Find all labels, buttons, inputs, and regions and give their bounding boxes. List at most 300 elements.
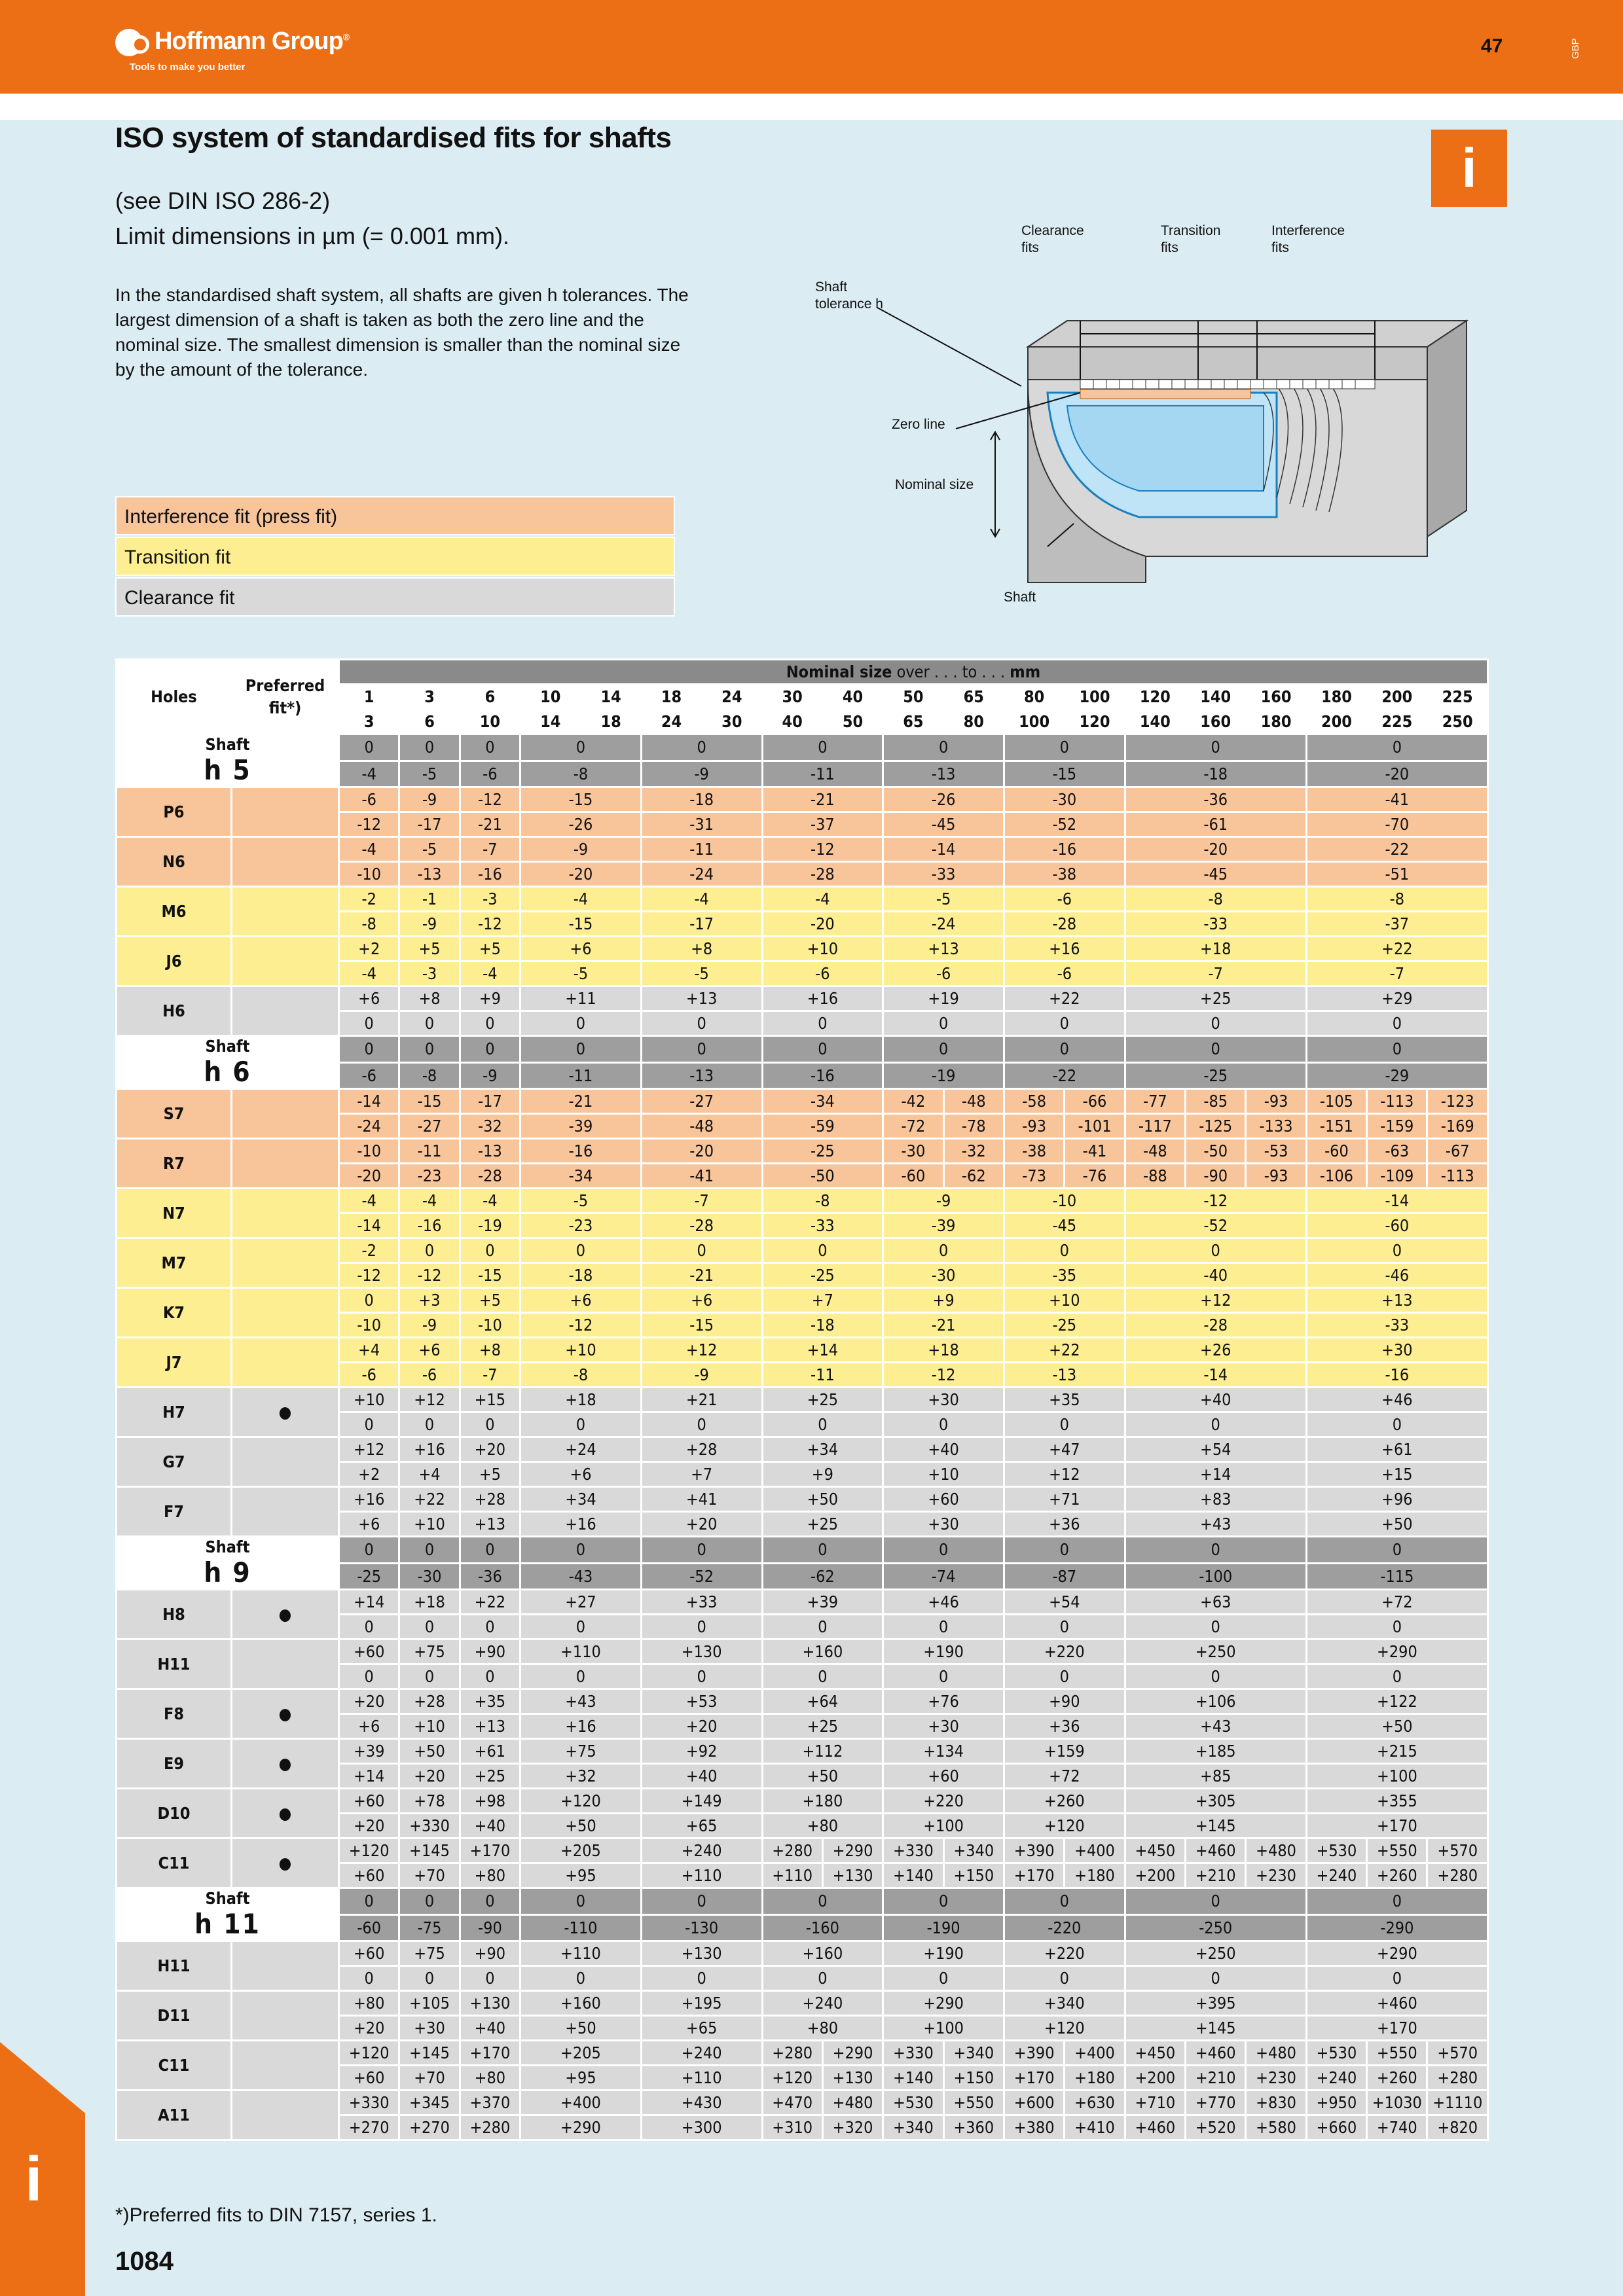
- hole-label: D10: [117, 1789, 232, 1839]
- value-cell: -12: [883, 1363, 1004, 1388]
- value-cell: +395: [1125, 1991, 1306, 2016]
- value-cell: -41: [1306, 787, 1487, 812]
- value-cell: +120: [762, 2066, 822, 2090]
- value-cell: -14: [339, 1089, 399, 1114]
- hole-label: D11: [117, 1991, 232, 2041]
- hole-row: [117, 1288, 1488, 1313]
- nominal-to-18: 18: [581, 709, 641, 734]
- value-cell: +20: [460, 1437, 520, 1462]
- hole-row: [117, 1991, 1488, 2016]
- value-cell: -5: [520, 961, 642, 986]
- value-cell: -290: [1306, 1914, 1487, 1941]
- value-cell: 0: [1125, 1888, 1306, 1915]
- nominal-to-10: 10: [460, 709, 520, 734]
- value-cell: +14: [339, 1590, 399, 1615]
- value-cell: 0: [1004, 1036, 1125, 1063]
- value-cell: -8: [520, 761, 642, 787]
- value-cell: +12: [1125, 1288, 1306, 1313]
- preferred-fit-marker: [232, 887, 339, 937]
- value-cell: -6: [399, 1363, 460, 1388]
- hole-row: [117, 1238, 1488, 1263]
- value-cell: +130: [641, 1640, 762, 1664]
- value-cell: 0: [1306, 1412, 1487, 1437]
- value-cell: -15: [399, 1089, 460, 1114]
- value-cell: 0: [641, 1036, 762, 1063]
- value-cell: +400: [520, 2090, 642, 2115]
- value-cell: +8: [399, 986, 460, 1011]
- value-cell: 0: [460, 1537, 520, 1564]
- value-cell: +200: [1125, 2066, 1185, 2090]
- value-cell: +22: [399, 1487, 460, 1512]
- value-cell: 0: [883, 1966, 1004, 1991]
- value-cell: +6: [520, 1462, 642, 1487]
- value-cell: +14: [339, 1764, 399, 1789]
- value-cell: +215: [1306, 1739, 1487, 1764]
- value-cell: +290: [1306, 1941, 1487, 1966]
- value-cell: +240: [762, 1991, 883, 2016]
- nominal-over-180: 180: [1306, 685, 1366, 709]
- value-cell: +300: [641, 2115, 762, 2140]
- value-cell: -33: [1125, 912, 1306, 937]
- value-cell: +13: [460, 1714, 520, 1739]
- language-code: GBP: [1570, 38, 1581, 59]
- value-cell: +50: [762, 1487, 883, 1512]
- value-cell: +710: [1125, 2090, 1185, 2115]
- nominal-to-30: 30: [702, 709, 762, 734]
- value-cell: +6: [339, 986, 399, 1011]
- value-cell: -14: [339, 1213, 399, 1238]
- preferred-fit-marker: [232, 1139, 339, 1189]
- value-cell: -58: [1004, 1089, 1064, 1114]
- value-cell: -40: [1125, 1263, 1306, 1288]
- value-cell: +80: [460, 1863, 520, 1888]
- value-cell: +16: [339, 1487, 399, 1512]
- value-cell: +63: [1125, 1590, 1306, 1615]
- value-cell: 0: [399, 1615, 460, 1640]
- value-cell: 0: [1306, 1615, 1487, 1640]
- preferred-fit-marker: [232, 937, 339, 986]
- value-cell: +340: [1004, 1991, 1125, 2016]
- value-cell: -29: [1306, 1062, 1487, 1089]
- subtitle-units: Limit dimensions in µm (= 0.001 mm).: [115, 223, 509, 249]
- hole-row: [117, 1487, 1488, 1512]
- value-cell: +85: [1125, 1764, 1306, 1789]
- value-cell: 0: [641, 1011, 762, 1036]
- value-cell: -33: [883, 862, 1004, 887]
- value-cell: -133: [1246, 1114, 1306, 1139]
- value-cell: -28: [1125, 1313, 1306, 1338]
- value-cell: +290: [822, 1839, 883, 1863]
- value-cell: 0: [641, 1238, 762, 1263]
- value-cell: -100: [1125, 1563, 1306, 1590]
- hole-row: [117, 1590, 1488, 1615]
- value-cell: +9: [460, 986, 520, 1011]
- value-cell: +60: [339, 1863, 399, 1888]
- nominal-over-24: 24: [702, 685, 762, 709]
- value-cell: +10: [399, 1714, 460, 1739]
- value-cell: +40: [641, 1764, 762, 1789]
- hole-row: [117, 2041, 1488, 2066]
- value-cell: -4: [460, 1189, 520, 1213]
- value-cell: 0: [339, 1664, 399, 1689]
- value-cell: 0: [1004, 1966, 1125, 1991]
- hole-label: K7: [117, 1288, 232, 1338]
- value-cell: -60: [883, 1164, 943, 1189]
- value-cell: +185: [1125, 1739, 1306, 1764]
- value-cell: +15: [1306, 1462, 1487, 1487]
- subtitle-standard: (see DIN ISO 286-2): [115, 187, 331, 214]
- nominal-to-180: 180: [1246, 709, 1306, 734]
- value-cell: +54: [1004, 1590, 1125, 1615]
- value-cell: +100: [883, 1814, 1004, 1839]
- value-cell: +210: [1186, 2066, 1246, 2090]
- value-cell: 0: [399, 734, 460, 761]
- value-cell: +65: [641, 2016, 762, 2041]
- value-cell: +105: [399, 1991, 460, 2016]
- value-cell: -4: [641, 887, 762, 912]
- value-cell: +290: [520, 2115, 642, 2140]
- value-cell: +21: [641, 1388, 762, 1412]
- value-cell: -20: [520, 862, 642, 887]
- value-cell: 0: [641, 1664, 762, 1689]
- value-cell: +340: [883, 2115, 943, 2140]
- shaft-word: Shaft: [205, 1537, 250, 1556]
- header-gap: [0, 94, 1623, 120]
- nominal-to-50: 50: [822, 709, 883, 734]
- value-cell: +18: [883, 1338, 1004, 1363]
- value-cell: +18: [399, 1590, 460, 1615]
- hole-row: [117, 1089, 1488, 1114]
- value-cell: +43: [1125, 1512, 1306, 1537]
- brand-name: Hoffmann Group®: [155, 27, 350, 55]
- value-cell: 0: [883, 1011, 1004, 1036]
- hole-row: [117, 1139, 1488, 1164]
- preferred-fit-marker: [232, 787, 339, 837]
- value-cell: +96: [1306, 1487, 1487, 1512]
- value-cell: -11: [762, 761, 883, 787]
- value-cell: -39: [883, 1213, 1004, 1238]
- value-cell: -11: [520, 1062, 642, 1089]
- nominal-to-100: 100: [1004, 709, 1064, 734]
- value-cell: +530: [883, 2090, 943, 2115]
- value-cell: +53: [641, 1689, 762, 1714]
- value-cell: -38: [1004, 1139, 1064, 1164]
- value-cell: -9: [520, 837, 642, 862]
- value-cell: -21: [520, 1089, 642, 1114]
- nominal-to-24: 24: [641, 709, 701, 734]
- value-cell: +34: [762, 1437, 883, 1462]
- value-cell: -28: [641, 1213, 762, 1238]
- value-cell: -51: [1306, 862, 1487, 887]
- value-cell: 0: [460, 1011, 520, 1036]
- value-cell: -17: [460, 1089, 520, 1114]
- value-cell: +20: [339, 2016, 399, 2041]
- value-cell: +180: [1065, 2066, 1125, 2090]
- value-cell: +160: [520, 1991, 642, 2016]
- value-cell: +16: [762, 986, 883, 1011]
- preferred-fit-marker: [232, 1238, 339, 1288]
- value-cell: +160: [762, 1941, 883, 1966]
- value-cell: +120: [339, 1839, 399, 1863]
- value-cell: +10: [520, 1338, 642, 1363]
- value-cell: +370: [460, 2090, 520, 2115]
- hole-label: G7: [117, 1437, 232, 1487]
- value-cell: +83: [1125, 1487, 1306, 1512]
- value-cell: +13: [883, 937, 1004, 961]
- value-cell: +170: [1004, 2066, 1064, 2090]
- value-cell: +290: [883, 1991, 1004, 2016]
- value-cell: +92: [641, 1739, 762, 1764]
- value-cell: -12: [762, 837, 883, 862]
- value-cell: -2: [339, 1238, 399, 1263]
- value-cell: +220: [1004, 1941, 1125, 1966]
- value-cell: -10: [339, 1313, 399, 1338]
- value-cell: 0: [460, 1888, 520, 1915]
- value-cell: 0: [460, 1966, 520, 1991]
- value-cell: -28: [1004, 912, 1125, 937]
- value-cell: +61: [1306, 1437, 1487, 1462]
- value-cell: +20: [339, 1689, 399, 1714]
- hole-label: S7: [117, 1089, 232, 1139]
- value-cell: +40: [460, 1814, 520, 1839]
- shaft-word: Shaft: [205, 735, 250, 754]
- hole-label: C11: [117, 1839, 232, 1888]
- page-number: 1084: [115, 2247, 173, 2276]
- value-cell: +10: [339, 1388, 399, 1412]
- value-cell: +480: [1246, 2041, 1306, 2066]
- value-cell: 0: [1125, 1664, 1306, 1689]
- nominal-over-80: 80: [1004, 685, 1064, 709]
- value-cell: -66: [1065, 1089, 1125, 1114]
- value-cell: -21: [460, 812, 520, 837]
- value-cell: -85: [1186, 1089, 1246, 1114]
- value-cell: +50: [520, 1814, 642, 1839]
- value-cell: -101: [1065, 1114, 1125, 1139]
- label-clearance-fits: Clearance fits: [1021, 223, 1084, 255]
- value-cell: +130: [822, 2066, 883, 2090]
- value-cell: +7: [641, 1462, 762, 1487]
- value-cell: +13: [460, 1512, 520, 1537]
- shaft-label: [117, 1036, 339, 1089]
- value-cell: +450: [1125, 1839, 1185, 1863]
- value-cell: 0: [339, 1615, 399, 1640]
- value-cell: +600: [1004, 2090, 1064, 2115]
- nominal-to-225: 225: [1367, 709, 1427, 734]
- logo-ring-icon: [131, 35, 149, 54]
- value-cell: +60: [883, 1764, 1004, 1789]
- value-cell: 0: [520, 1036, 642, 1063]
- value-cell: +145: [399, 2041, 460, 2066]
- value-cell: -28: [460, 1164, 520, 1189]
- value-cell: -36: [1125, 787, 1306, 812]
- value-cell: -10: [339, 1139, 399, 1164]
- hole-label: H11: [117, 1941, 232, 1991]
- value-cell: -12: [399, 1263, 460, 1288]
- value-cell: +6: [520, 937, 642, 961]
- hole-label: J6: [117, 937, 232, 986]
- value-cell: 0: [1125, 1615, 1306, 1640]
- value-cell: 0: [339, 1412, 399, 1437]
- page-title: ISO system of standardised fits for shafts: [115, 122, 672, 154]
- value-cell: +134: [883, 1739, 1004, 1764]
- hole-label: C11: [117, 2041, 232, 2090]
- value-cell: -46: [1306, 1263, 1487, 1288]
- value-cell: +19: [883, 986, 1004, 1011]
- value-cell: 0: [520, 1238, 642, 1263]
- value-cell: 0: [339, 1288, 399, 1313]
- value-cell: -6: [339, 1363, 399, 1388]
- value-cell: +10: [883, 1462, 1004, 1487]
- value-cell: +340: [943, 1839, 1004, 1863]
- value-cell: 0: [641, 1412, 762, 1437]
- value-cell: 0: [1306, 734, 1487, 761]
- value-cell: -15: [460, 1263, 520, 1288]
- value-cell: +20: [339, 1814, 399, 1839]
- value-cell: 0: [641, 1537, 762, 1564]
- nominal-to-3: 3: [339, 709, 399, 734]
- value-cell: +1110: [1427, 2090, 1488, 2115]
- value-cell: +12: [641, 1338, 762, 1363]
- value-cell: -123: [1427, 1089, 1488, 1114]
- nominal-to-140: 140: [1125, 709, 1185, 734]
- hole-label: F7: [117, 1487, 232, 1537]
- value-cell: 0: [1125, 1238, 1306, 1263]
- value-cell: -6: [883, 961, 1004, 986]
- value-cell: +460: [1306, 1991, 1487, 2016]
- value-cell: -26: [520, 812, 642, 837]
- preferred-fit-marker: ●: [232, 1739, 339, 1789]
- value-cell: +6: [399, 1338, 460, 1363]
- preferred-fit-marker: [232, 1089, 339, 1139]
- value-cell: -14: [1125, 1363, 1306, 1388]
- value-cell: +120: [1004, 2016, 1125, 2041]
- value-cell: +170: [1004, 1863, 1064, 1888]
- value-cell: 0: [1306, 1011, 1487, 1036]
- value-cell: 0: [762, 1615, 883, 1640]
- value-cell: 0: [1306, 1238, 1487, 1263]
- value-cell: +90: [460, 1640, 520, 1664]
- value-cell: -4: [339, 961, 399, 986]
- intro-text: In the standardised shaft system, all shafts are given h tolerances. The largest dimension of a shaft is taken as both the zero line and the nominal size. The smallest dimension is smaller than the nominal size by the amount of the tolerance.: [115, 285, 689, 380]
- value-cell: +390: [1004, 2041, 1064, 2066]
- legend-transition: Transition fit: [115, 537, 675, 576]
- value-cell: -62: [762, 1563, 883, 1590]
- value-cell: +70: [399, 1863, 460, 1888]
- value-cell: -63: [1367, 1139, 1427, 1164]
- label-shaft-tolerance: Shaft tolerance h: [815, 279, 883, 312]
- value-cell: -30: [883, 1263, 1004, 1288]
- value-cell: 0: [399, 1036, 460, 1063]
- value-cell: 0: [399, 1238, 460, 1263]
- value-cell: -41: [1065, 1139, 1125, 1164]
- value-cell: +290: [822, 2041, 883, 2066]
- value-cell: +180: [762, 1789, 883, 1814]
- legend-interference: Interference fit (press fit): [115, 496, 675, 535]
- shaft-label: [117, 734, 339, 787]
- value-cell: -22: [1004, 1062, 1125, 1089]
- value-cell: -110: [520, 1914, 642, 1941]
- value-cell: +13: [641, 986, 762, 1011]
- value-cell: +200: [1125, 1863, 1185, 1888]
- value-cell: +240: [1306, 2066, 1366, 2090]
- value-cell: -34: [762, 1089, 883, 1114]
- value-cell: +25: [762, 1388, 883, 1412]
- value-cell: -14: [1306, 1189, 1487, 1213]
- value-cell: 0: [883, 1238, 1004, 1263]
- value-cell: +64: [762, 1689, 883, 1714]
- value-cell: +30: [399, 2016, 460, 2041]
- nominal-to-250: 250: [1427, 709, 1488, 734]
- value-cell: +80: [460, 2066, 520, 2090]
- value-cell: 0: [460, 734, 520, 761]
- hole-label: N6: [117, 837, 232, 887]
- hole-row: [117, 837, 1488, 862]
- value-cell: +630: [1065, 2090, 1125, 2115]
- value-cell: +30: [1306, 1338, 1487, 1363]
- value-cell: -23: [399, 1164, 460, 1189]
- value-cell: 0: [883, 1036, 1004, 1063]
- value-cell: +5: [460, 1462, 520, 1487]
- value-cell: -10: [1004, 1189, 1125, 1213]
- preferred-fit-marker: [232, 837, 339, 887]
- value-cell: +30: [883, 1714, 1004, 1739]
- value-cell: +40: [883, 1437, 1004, 1462]
- value-cell: +450: [1125, 2041, 1185, 2066]
- value-cell: -25: [1004, 1313, 1125, 1338]
- value-cell: +290: [1306, 1640, 1487, 1664]
- value-cell: 0: [1004, 1011, 1125, 1036]
- value-cell: +190: [883, 1640, 1004, 1664]
- value-cell: -7: [641, 1189, 762, 1213]
- value-cell: +130: [460, 1991, 520, 2016]
- value-cell: +43: [1125, 1714, 1306, 1739]
- hole-row: [117, 787, 1488, 812]
- value-cell: +140: [883, 2066, 943, 2090]
- value-cell: -30: [883, 1139, 943, 1164]
- value-cell: -48: [1125, 1139, 1185, 1164]
- value-cell: 0: [520, 1664, 642, 1689]
- hole-row: [117, 1839, 1488, 1863]
- value-cell: +22: [1306, 937, 1487, 961]
- value-cell: -37: [762, 812, 883, 837]
- value-cell: -61: [1125, 812, 1306, 837]
- value-cell: +28: [460, 1487, 520, 1512]
- preferred-fit-marker: [232, 1288, 339, 1338]
- value-cell: -125: [1186, 1114, 1246, 1139]
- value-cell: 0: [339, 1888, 399, 1915]
- value-cell: -42: [883, 1089, 943, 1114]
- value-cell: 0: [762, 1036, 883, 1063]
- value-cell: +110: [762, 1863, 822, 1888]
- value-cell: -32: [943, 1139, 1004, 1164]
- nominal-to-65: 65: [883, 709, 943, 734]
- value-cell: -9: [641, 761, 762, 787]
- value-cell: 0: [641, 734, 762, 761]
- value-cell: 0: [1004, 1412, 1125, 1437]
- value-cell: 0: [762, 734, 883, 761]
- label-interference-fits: Interference fits: [1271, 223, 1345, 255]
- value-cell: -93: [1246, 1164, 1306, 1189]
- hole-label: M6: [117, 887, 232, 937]
- value-cell: +10: [399, 1512, 460, 1537]
- value-cell: -105: [1306, 1089, 1366, 1114]
- nominal-over-100: 100: [1065, 685, 1125, 709]
- value-cell: 0: [1125, 734, 1306, 761]
- value-cell: +112: [762, 1739, 883, 1764]
- value-cell: +305: [1125, 1789, 1306, 1814]
- value-cell: +340: [943, 2041, 1004, 2066]
- preferred-fit-marker: [232, 2090, 339, 2140]
